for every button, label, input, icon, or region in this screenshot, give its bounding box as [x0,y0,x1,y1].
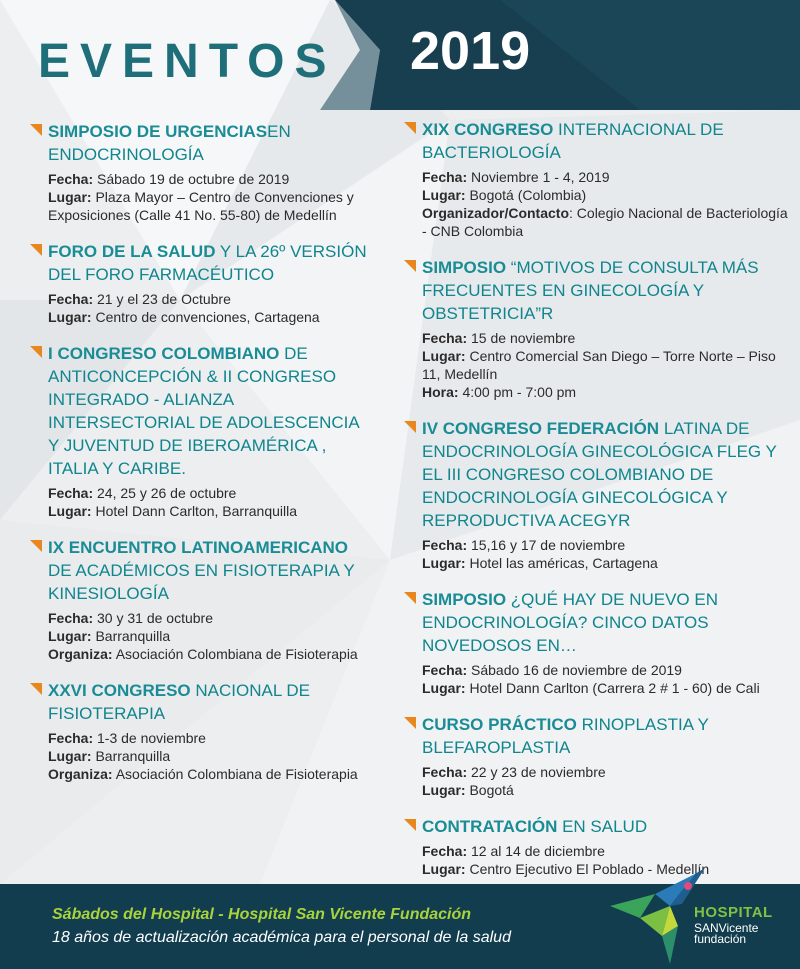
footer-line-2: 18 años de actualización académica para el personal de la salud [52,929,511,946]
detail-label: Fecha: [48,610,94,626]
header-title: EVENTOS [38,35,337,88]
orange-marker-icon [30,683,42,695]
event-title [422,256,796,325]
detail-value: Barranquilla [91,748,171,764]
event-title-bold: XIX CONGRESO [422,120,554,139]
hospital-logo-line-1: SANVicente [694,921,759,935]
event-title-bold: SIMPOSIO [422,590,507,609]
event-title-rest: DE ANTICONCEPCIÓN & II CONGRESO INTEGRADO - ALIANZA INTERSECTORIAL DE ADOLESCENCIA Y JUVENTUD DE IBEROAMÉRICA , ITALIA Y CARIBE. [48,344,359,478]
detail-label: Fecha: [422,843,468,859]
detail-value: 21 y el 23 de Octubre [93,291,231,307]
event-title [422,118,796,164]
event-title-bold: CONTRATACIÓN [422,817,558,836]
event-title-bold: SIMPOSIO DE URGENCIAS [48,122,268,141]
detail-value: : Colegio Nacional de Bacteriología - CNB Colombia [422,205,788,239]
detail-label: Lugar: [48,503,92,519]
event-detail-line [48,290,370,308]
detail-label: Hora: [422,384,459,400]
detail-value: 24, 25 y 26 de octubre [93,485,237,501]
event-title [422,588,796,657]
detail-label: Fecha: [48,171,94,187]
event-title [422,713,796,759]
event-title [48,120,370,166]
event-item [30,120,370,224]
detail-value: 22 y 23 de noviembre [467,764,606,780]
detail-value: Bogotá (Colombia) [465,187,587,203]
event-detail-line [48,765,370,783]
detail-value: Hotel Dann Carlton, Barranquilla [91,503,298,519]
orange-marker-icon [404,592,416,604]
event-detail-line [422,383,796,401]
detail-label: Lugar: [422,187,466,203]
detail-label: Fecha: [48,730,94,746]
detail-value: 4:00 pm - 7:00 pm [458,384,577,400]
event-detail-line [48,747,370,765]
event-details [48,484,370,520]
event-item [30,240,370,326]
event-detail-line [422,536,796,554]
detail-label: Fecha: [422,537,468,553]
detail-label: Lugar: [48,628,92,644]
orange-marker-icon [404,421,416,433]
event-title [422,815,796,838]
event-detail-line [422,186,796,204]
event-detail-line [48,170,370,188]
detail-value: Noviembre 1 - 4, 2019 [467,169,610,185]
detail-label: Lugar: [422,555,466,571]
event-title-bold: I CONGRESO COLOMBIANO [48,344,280,363]
orange-marker-icon [30,346,42,358]
event-item [30,679,370,783]
event-title-rest: “MOTIVOS DE CONSULTA MÁS FRECUENTES EN GINECOLOGÍA Y OBSTETRICIA”R [422,258,759,323]
detail-label: Lugar: [422,680,466,696]
detail-label: Fecha: [422,330,468,346]
event-item [404,713,796,799]
header-year: 2019 [410,21,531,81]
event-item [404,256,796,401]
event-detail-line [48,729,370,747]
detail-value: 1-3 de noviembre [93,730,206,746]
event-details [48,290,370,326]
orange-marker-icon [404,819,416,831]
detail-value: Centro Ejecutivo El Poblado - Medellín [465,861,710,877]
event-title-rest: LATINA DE ENDOCRINOLOGÍA GINECOLÓGICA FLEG Y EL III CONGRESO COLOMBIANO DE ENDOCRINOLOGÍA GINECOLÓGICA Y REPRODUCTIVA ACEGYR [422,419,777,530]
detail-label: Fecha: [48,485,94,501]
event-detail-line [422,842,796,860]
event-details [422,763,796,799]
event-detail-line [422,168,796,186]
event-detail-line [48,484,370,502]
event-item [404,588,796,697]
event-details [422,536,796,572]
detail-label: Fecha: [422,764,468,780]
event-detail-line [422,329,796,347]
detail-value: 12 al 14 de diciembre [467,843,605,859]
event-title [48,342,370,480]
event-title-bold: FORO DE LA SALUD [48,242,216,261]
orange-marker-icon [404,122,416,134]
event-detail-line [48,609,370,627]
orange-marker-icon [30,540,42,552]
event-title-bold: CURSO PRÁCTICO [422,715,577,734]
event-detail-line [422,781,796,799]
event-title-rest: Y LA 26º VERSIÓN DEL FORO FARMACÉUTICO [48,242,367,284]
detail-label: Organiza: [48,766,113,782]
orange-marker-icon [30,244,42,256]
detail-label: Lugar: [422,782,466,798]
detail-value: Asociación Colombiana de Fisioterapia [112,646,358,662]
detail-value: Sábado 19 de octubre de 2019 [93,171,290,187]
event-item [30,536,370,663]
detail-value: Asociación Colombiana de Fisioterapia [112,766,358,782]
hospital-logo-top: HOSPITAL [694,904,773,921]
event-title-rest: ¿QUÉ HAY DE NUEVO EN ENDOCRINOLOGÍA? CINCO DATOS NOVEDOSOS EN… [422,590,718,655]
event-detail-line [48,188,370,224]
event-detail-line [422,554,796,572]
detail-value: Barranquilla [91,628,171,644]
detail-value: Centro de convenciones, Cartagena [91,309,320,325]
event-title-rest: NACIONAL DE FISIOTERAPIA [48,681,310,723]
detail-label: Lugar: [48,748,92,764]
event-details [422,168,796,240]
detail-value: Centro Comercial San Diego – Torre Norte – Piso 11, Medellín [422,348,776,382]
event-detail-line [48,645,370,663]
detail-label: Lugar: [422,861,466,877]
event-detail-line [422,679,796,697]
event-title [48,536,370,605]
detail-label: Lugar: [422,348,466,364]
event-detail-line [422,763,796,781]
hospital-logo-line-2: fundación [694,932,747,946]
event-item [404,118,796,240]
detail-label: Lugar: [48,189,92,205]
event-title [48,240,370,286]
event-title-bold: SIMPOSIO [422,258,507,277]
detail-value: Bogotá [465,782,514,798]
event-detail-line [48,308,370,326]
event-details [422,661,796,697]
detail-label: Organizador/Contacto [422,205,570,221]
detail-label: Lugar: [48,309,92,325]
event-detail-line [422,661,796,679]
event-title-bold: IV CONGRESO FEDERACIÓN [422,419,660,438]
detail-value: Hotel Dann Carlton (Carrera 2 # 1 - 60) de Cali [465,680,760,696]
event-title-rest: EN ENDOCRINOLOGÍA [48,122,291,164]
detail-value: 15 de noviembre [467,330,576,346]
detail-value: 15,16 y 17 de noviembre [467,537,626,553]
detail-label: Organiza: [48,646,113,662]
detail-label: Fecha: [422,662,468,678]
event-details [48,729,370,783]
event-item [30,342,370,520]
event-detail-line [48,502,370,520]
orange-marker-icon [404,717,416,729]
event-title-rest: DE ACADÉMICOS EN FISIOTERAPIA Y KINESIOLOGÍA [48,561,355,603]
event-title [48,679,370,725]
right-event-column [404,118,796,894]
detail-label: Fecha: [48,291,94,307]
event-title [422,417,796,532]
event-title-rest: RINOPLASTIA Y BLEFAROPLASTIA [422,715,709,757]
event-details [422,329,796,401]
event-detail-line [422,204,796,240]
event-title-bold: IX ENCUENTRO LATINOAMERICANO [48,538,349,557]
detail-value: Hotel las américas, Cartagena [465,555,658,571]
event-details [48,609,370,663]
footer-line-1: Sábados del Hospital - Hospital San Vicente Fundación [52,906,472,923]
event-title-rest: INTERNACIONAL DE BACTERIOLOGÍA [422,120,724,162]
event-title-rest: EN SALUD [557,817,648,836]
orange-marker-icon [404,260,416,272]
detail-label: Fecha: [422,169,468,185]
event-title-bold: XXVI CONGRESO [48,681,191,700]
event-detail-line [48,627,370,645]
left-event-column [30,120,370,799]
hospital-logo-name [694,923,758,945]
detail-value: Sábado 16 de noviembre de 2019 [467,662,682,678]
orange-marker-icon [30,124,42,136]
detail-value: 30 y 31 de octubre [93,610,213,626]
event-detail-line [422,347,796,383]
event-item [404,417,796,572]
detail-value: Plaza Mayor – Centro de Convenciones y Exposiciones (Calle 41 No. 55-80) de Medellín [48,189,354,223]
event-details [48,170,370,224]
